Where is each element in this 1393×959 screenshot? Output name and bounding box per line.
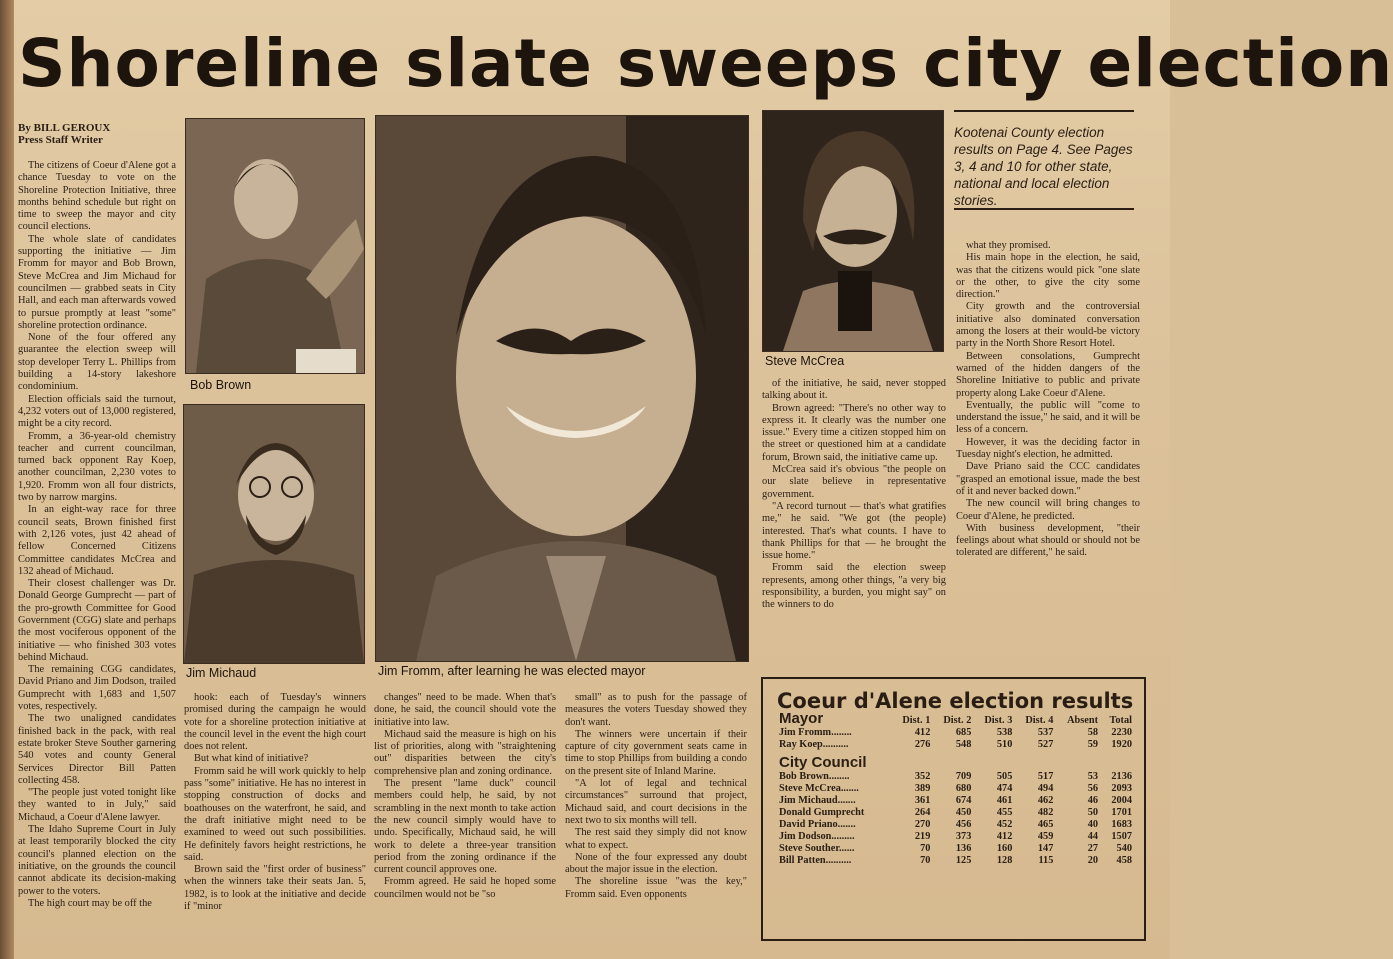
vote-count: 58 — [1087, 727, 1099, 738]
results-row — [777, 795, 1134, 807]
candidate-name: Ray Koep.......... — [779, 739, 849, 750]
candidate-name: Bill Patten.......... — [779, 855, 852, 866]
vote-count: 474 — [996, 783, 1013, 794]
vote-count: 494 — [1037, 783, 1054, 794]
article-paragraph: of the initiative, he said, never stopped talking about it. — [762, 378, 946, 402]
vote-count: 456 — [955, 819, 972, 830]
caption-steve-mccrea: Steve McCrea — [765, 354, 845, 368]
results-row — [777, 739, 1134, 751]
vote-count: 459 — [1037, 831, 1054, 842]
vote-count: 219 — [914, 831, 931, 842]
article-paragraph: With business development, "their feelings about what should or should not be tolerated are different," he said. — [956, 522, 1140, 559]
article-paragraph: Dave Priano said the CCC candidates "grasped an emotional issue, made the best of it and never backed down." — [956, 461, 1140, 497]
vote-count: 505 — [996, 771, 1013, 782]
vote-count: 50 — [1087, 807, 1099, 818]
article-paragraph: The present "lame duck" council members could help, he said, by not scrambling in the next month to take action the new council simply would have to undo. Specifically, Michaud said, he will work to delete a three-year transition period from the zoning ordinance if the current council approves one. — [374, 778, 556, 876]
vote-count: 1507 — [1111, 831, 1132, 842]
article-paragraph: City growth and the controversial initiative also dominated conversation among the losers at their would-be victory party in the North Shore Resort Hotel. — [956, 301, 1140, 350]
col-header: Absent — [1067, 714, 1099, 726]
results-header-row — [777, 713, 1134, 727]
article-paragraph: His main hope in the election, he said, was that the citizens would pick "one slate or the other, to give the city some direction." — [956, 252, 1140, 301]
vote-count: 450 — [955, 807, 972, 818]
vote-count: 2230 — [1111, 727, 1132, 738]
col-header: Dist. 3 — [984, 714, 1013, 726]
article-column-1 — [18, 160, 176, 940]
vote-count: 20 — [1087, 855, 1099, 866]
article-paragraph: Between consolations, Gumprecht warned of the hidden dangers of the Shoreline Initiative to public and private property along Lake Coeur d'Alene. — [956, 350, 1140, 399]
article-paragraph: McCrea said it's obvious "the people on our slate believe in representative government. — [762, 464, 946, 500]
results-row — [777, 771, 1134, 783]
vote-count: 2093 — [1111, 783, 1132, 794]
mayor-section-label: Mayor — [779, 710, 824, 727]
council-section-label: City Council — [779, 754, 867, 771]
photo-steve-mccrea — [762, 110, 944, 352]
article-paragraph: None of the four expressed any doubt about the major issue in the election. — [565, 851, 747, 876]
vote-count: 59 — [1087, 739, 1099, 750]
results-row — [777, 807, 1134, 819]
results-table — [777, 710, 1134, 867]
article-paragraph: The new council will bring changes to Coeur d'Alene, he predicted. — [956, 498, 1140, 522]
vote-count: 517 — [1037, 771, 1054, 782]
page-binding-edge — [0, 0, 14, 959]
vote-count: 2136 — [1111, 771, 1132, 782]
article-paragraph: changes" need to be made. When that's done, he said, the council should vote the initiative into law. — [374, 692, 556, 728]
caption-bob-brown: Bob Brown — [190, 378, 252, 392]
vote-count: 276 — [914, 739, 931, 750]
vote-count: 465 — [1037, 819, 1054, 830]
results-row — [777, 855, 1134, 867]
article-paragraph: Brown said the "first order of business" when the winners take their seats Jan. 5, 1982, is to look at the initiative and decide if "minor — [184, 864, 366, 913]
vote-count: 70 — [920, 855, 931, 866]
article-column-6 — [956, 240, 1140, 660]
byline-author: By BILL GEROUX — [18, 122, 111, 134]
vote-count: 128 — [996, 855, 1013, 866]
article-paragraph: hook: each of Tuesday's winners promised during the campaign he would vote for a shoreline protection initiative at the council level in the event the high court does not relent. — [184, 692, 366, 753]
article-column-5 — [762, 378, 946, 660]
vote-count: 160 — [996, 843, 1013, 854]
caption-jim-michaud: Jim Michaud — [186, 666, 257, 680]
article-paragraph: small" as to push for the passage of measures the voters Tuesday showed they don't want. — [565, 692, 747, 728]
vote-count: 56 — [1087, 783, 1099, 794]
vote-count: 27 — [1087, 843, 1099, 854]
byline — [18, 122, 178, 146]
article-paragraph: The winners were uncertain if their capture of city government seats came in time to stop Phillips from building a condo on the present site of Inland Marine. — [565, 728, 747, 777]
caption-jim-fromm: Jim Fromm, after learning he was elected mayor — [378, 664, 646, 678]
article-paragraph: But what kind of initiative? — [194, 753, 309, 765]
article-paragraph: "The people just voted tonight like they wanted to in July," said Michaud, a Coeur d'Alene lawyer. — [18, 787, 176, 823]
article-paragraph: Election officials said the turnout, 4,232 voters out of 13,000 registered, might be a city record. — [18, 393, 176, 430]
vote-count: 685 — [955, 727, 972, 738]
article-paragraph: The rest said they simply did not know what to expect. — [565, 827, 747, 851]
vote-count: 2004 — [1111, 795, 1132, 806]
candidate-name: Donald Gumprecht — [779, 807, 865, 818]
col-header: Dist. 4 — [1025, 714, 1054, 726]
photo-jim-fromm — [375, 115, 749, 662]
vote-count: 510 — [996, 739, 1013, 750]
vote-count: 46 — [1087, 795, 1099, 806]
vote-count: 147 — [1037, 843, 1054, 854]
candidate-name: Steve McCrea....... — [779, 783, 859, 794]
article-column-2 — [184, 692, 366, 944]
vote-count: 53 — [1087, 771, 1099, 782]
results-row — [777, 843, 1134, 855]
candidate-name: Jim Fromm........ — [779, 727, 852, 738]
article-paragraph: None of the four offered any guarantee the election sweep will stop developer Terry L. Phillips from building a 14-story lakeshore condominium. — [18, 332, 176, 393]
vote-count: 352 — [914, 771, 931, 782]
article-paragraph: "A lot of legal and technical circumstances" surround that project, Michaud said, and court decisions in the next two to six months will tell. — [565, 778, 747, 826]
article-paragraph: Fromm, a 36-year-old chemistry teacher and current councilman, turned back opponent Ray Koep, another councilman, 2,230 votes to 1,920. Fromm won all four districts, two by narrow margins. — [18, 430, 176, 504]
article-column-4 — [565, 692, 747, 944]
article-paragraph: The two unaligned candidates finished back in the pack, with real estate broker Steve Souther garnering 540 votes and county General Services Director Bill Patten collecting 458. — [18, 713, 176, 786]
article-paragraph: Eventually, the public will "come to understand the issue," he said, and it will be less of a concern. — [956, 399, 1140, 436]
article-paragraph: Their closest challenger was Dr. Donald George Gumprecht — part of the pro-growth Committee for Good Government (CGG) slate and perhaps the most vociferous opponent of the initiative — who finished 303 votes behind Michaud. — [18, 578, 176, 663]
headline: Shoreline slate sweeps city election — [18, 25, 1393, 102]
vote-count: 482 — [1037, 807, 1054, 818]
vote-count: 680 — [955, 783, 972, 794]
vote-count: 389 — [914, 783, 931, 794]
vote-count: 264 — [914, 807, 931, 818]
vote-count: 537 — [1037, 727, 1054, 738]
vote-count: 44 — [1087, 831, 1099, 842]
vote-count: 1920 — [1111, 739, 1132, 750]
vote-count: 361 — [914, 795, 931, 806]
results-title: Coeur d'Alene election results — [777, 689, 1134, 713]
vote-count: 125 — [955, 855, 972, 866]
vote-count: 136 — [955, 843, 972, 854]
vote-count: 70 — [920, 843, 931, 854]
col-header: Total — [1109, 714, 1132, 726]
vote-count: 462 — [1037, 795, 1054, 806]
council-section-row — [777, 751, 1134, 771]
results-row — [777, 831, 1134, 843]
article-column-3 — [374, 692, 556, 944]
vote-count: 709 — [955, 771, 972, 782]
candidate-name: Jim Dodson......... — [779, 831, 855, 842]
vote-count: 548 — [955, 739, 972, 750]
vote-count: 1701 — [1111, 807, 1132, 818]
article-paragraph: In an eight-way race for three council seats, Brown finished first with 2,126 votes, just 42 ahead of fellow Concerned Citizens Committee candidates McCrea and 132 ahead of Michaud. — [18, 504, 176, 577]
vote-count: 115 — [1038, 855, 1054, 866]
candidate-name: Steve Souther...... — [779, 843, 855, 854]
article-paragraph: The whole slate of candidates supporting the initiative — Jim Fromm for mayor and Bob Brown, Steve McCrea and Jim Michaud for councilmen — grabbed seats in City Hall, and each man afterwards vowed to pursue promptly at least "some" shoreline protection ordinance. — [18, 233, 176, 331]
col-header: Dist. 2 — [943, 714, 972, 726]
article-paragraph: Fromm agreed. He said he hoped some councilmen would not be "so — [374, 876, 556, 900]
results-row — [777, 727, 1134, 739]
vote-count: 373 — [955, 831, 972, 842]
vote-count: 40 — [1087, 819, 1099, 830]
results-row — [777, 819, 1134, 831]
article-paragraph: Fromm said he will work quickly to help pass "some" initiative. He has no interest in stopping construction of docks and boathouses on the waterfront, he said, and the draft initiative might need to be examined to weed out such possibilities. He definitely favors height restrictions, he said. — [184, 765, 366, 863]
photo-jim-michaud — [183, 404, 365, 664]
vote-count: 538 — [996, 727, 1013, 738]
vote-count: 527 — [1037, 739, 1054, 750]
article-paragraph: The shoreline issue "was the key," Fromm said. Even opponents — [565, 876, 747, 900]
article-paragraph: However, it was the deciding factor in Tuesday night's election, he admitted. — [956, 436, 1140, 461]
vote-count: 412 — [914, 727, 931, 738]
candidate-name: Bob Brown........ — [779, 771, 850, 782]
byline-title: Press Staff Writer — [18, 134, 103, 146]
candidate-name: Jim Michaud....... — [779, 795, 856, 806]
vote-count: 458 — [1116, 855, 1132, 866]
vote-count: 455 — [996, 807, 1013, 818]
vote-count: 1683 — [1111, 819, 1132, 830]
results-row — [777, 783, 1134, 795]
col-header: Dist. 1 — [902, 714, 931, 726]
vote-count: 452 — [996, 819, 1013, 830]
vote-count: 674 — [955, 795, 972, 806]
vote-count: 540 — [1116, 843, 1132, 854]
article-paragraph: The remaining CGG candidates, David Priano and Jim Dodson, trailed Gumprecht with 1,683 and 1,507 votes, respectively. — [18, 664, 176, 713]
election-results-box — [761, 677, 1146, 941]
article-paragraph: Brown agreed: "There's no other way to express it. It clearly was the number one issue." Every time a citizen stopped him on the street or questioned him at a candidate forum, Brown said, the initiative came up. — [762, 402, 946, 463]
article-paragraph: "A record turnout — that's what gratifies me," he said. "We got (the people) interested. That's what counts. I have to thank Phillips for that — he brought the issue home." — [762, 500, 946, 562]
vote-count: 270 — [914, 819, 931, 830]
photo-bob-brown — [185, 118, 365, 374]
vote-count: 461 — [996, 795, 1013, 806]
article-paragraph: what they promised. — [966, 240, 1051, 251]
article-paragraph: Michaud said the measure is high on his list of priorities, along with "straightening out" disparities between the city's comprehensive plan and zoning ordinance. — [374, 728, 556, 777]
candidate-name: David Priano....... — [779, 819, 856, 830]
article-paragraph: The citizens of Coeur d'Alene got a chance Tuesday to vote on the Shoreline Protection Initiative, three months behind schedule but right on time to sweep the mayor and city council elections. — [18, 160, 176, 233]
promo-box: Kootenai County election results on Page 4. See Pages 3, 4 and 10 for other state, national and local election stories. — [954, 110, 1134, 210]
article-paragraph: Fromm said the election sweep represents, among other things, "a very big responsibility, a burden, you might say" on the winners to do — [762, 562, 946, 611]
article-paragraph: The Idaho Supreme Court in July at least temporarily blocked the city council's planned election on the initiative, on the grounds the council cannot abdicate its decision-making power to the voters. — [18, 824, 176, 897]
article-paragraph: The high court may be off the — [28, 897, 152, 909]
vote-count: 412 — [996, 831, 1013, 842]
